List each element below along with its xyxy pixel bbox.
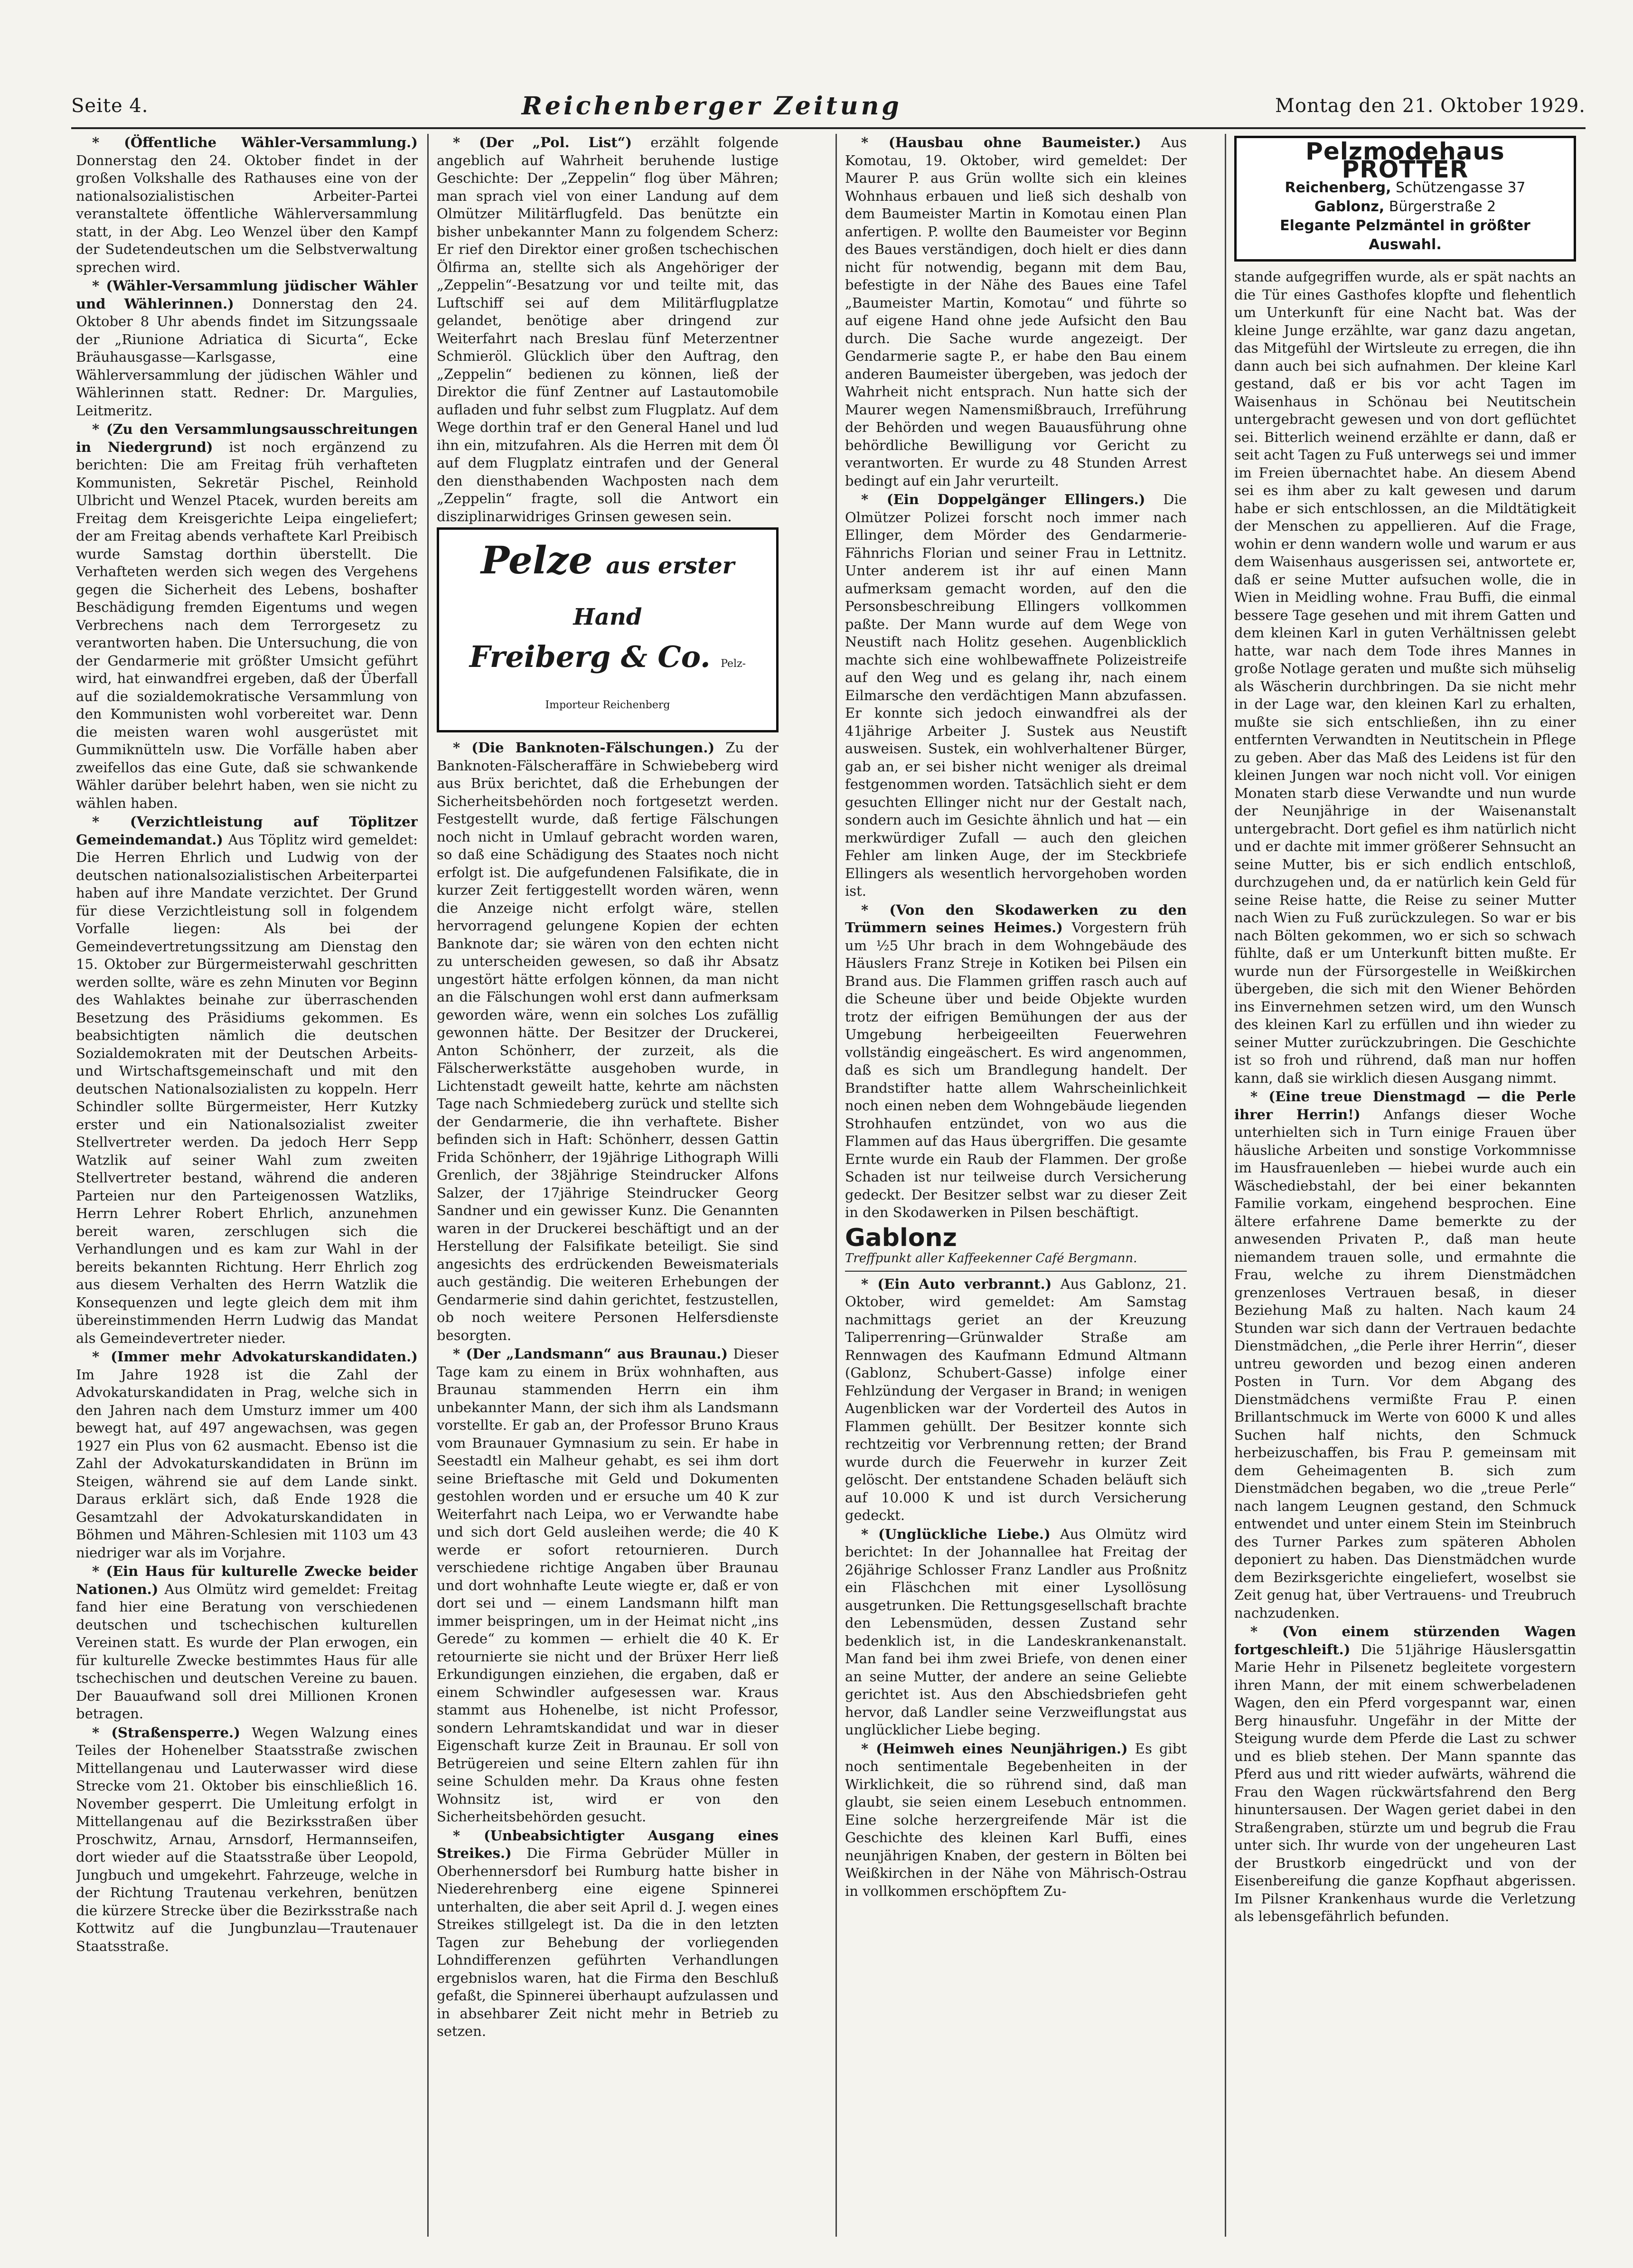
protter-city-1: Reichenberg, [1285,179,1391,196]
article-text: Aus Olmütz wird gemeldet: Freitag fand hier eine Beratung von verschiedenen deutschen und tschechischen kulturellen Vereinen statt. Es wurde der Plan erwogen, ein für kulturelle Zwecke bestimmtes Haus für alle tschechischen und deutschen Vereine zu bauen. Der Bauaufwand soll drei Millionen Kronen betragen. [76,1581,418,1722]
article-paragraph [1234,268,1576,1087]
col1-articles [76,134,418,1955]
article-paragraph [845,1526,1187,1739]
freiberg-advertisement [437,527,779,732]
article-paragraph [76,134,418,276]
ad-freiberg-sub: Pelz-Importeur Reichenberg [545,658,746,711]
article-text: Es gibt noch sentimentale Begebenheiten in der Wirklichkeit, die so rührend sind, daß man glaubt, sie seien einem Lesebuch entnommen. Eine solche herzergreifende Mär ist die Geschichte des kleinen Karl Buffi, eines neunjährigen Knaben, der gestern in Bölten bei Weißkirchen in der Nähe von Mährisch-Ostrau in vollkommen erschöpftem Zu- [845,1740,1187,1899]
article-heading: * (Ein Doppelgänger Ellingers.) [861,491,1145,507]
article-heading: * (Zu den Versammlungsausschreitungen in Niedergrund) [76,421,418,455]
article-heading: * (Unglückliche Liebe.) [861,1526,1051,1542]
protter-slogan: Elegante Pelzmäntel in größter Auswahl. [1280,217,1530,253]
section-heading-gablonz: Gablonz [845,1223,957,1252]
column-1 [76,134,418,2241]
article-paragraph [76,421,418,812]
column-divider [1225,134,1226,2237]
col4-articles [1234,268,1576,1926]
article-paragraph [845,1740,1187,1901]
article-text: Die Olmützer Polizei forscht noch immer nach Ellinger, dem Mörder des Gendarmerie-Fähnrichs Florian und seiner Frau in Lettnitz. Unter anderem ist ihr auf einen Mann aufmerksam gemacht worden, auf den die Personsbeschreibung Ellingers vollkommen paßte. Der Mann wurde auf dem Wege von Neustift nach Holitz gesehen. Augenblicklich machte sich eine wohlbewaffnete Polizeistreife auf den Weg und es gelang ihr, nach einem Eilmarsche den verdächtigen Mann abzufassen. Er konnte sich jedoch einwandfrei als der 41jährige Arbeiter J. Sustek aus Neustift ausweisen. Sustek, ein wohlverhaltener Bürger, gab an, er sei bisher nicht weniger als dreimal festgenommen worden. Tatsächlich sieht er dem gesuchten Ellinger nicht nur der Gestalt nach, sondern auch im Gesichte ähnlich und hat — ein merkwürdiger Zufall — auch den gleichen Fehler am linken Auge, der im Steckbriefe Ellingers als wesentlich hervorgehoben worden ist. [845,491,1187,899]
article-heading: * (Öffentliche Wähler-Versammlung.) [92,134,418,150]
col2a-articles [437,134,779,525]
article-paragraph [437,1345,779,1826]
article-heading: * (Verzichtleistung auf Töplitzer Gemeindemandat.) [76,814,418,848]
article-text: Wegen Walzung eines Teiles der Hohenelber Staatsstraße zwischen Mittellangenau und Lauterwasser wird diese Strecke vom 21. Oktober bis einschließlich 16. November gesperrt. Die Umleitung erfolgt in Mittellangenau auf die Bezirksstraßen über Proschwitz, Arnau, Arnsdorf, Hermannseifen, dort wieder auf die Staatsstraße über Leopold, Jungbuch und umgekehrt. Fahrzeuge, welche in der Richtung Trautenau verkehren, benützen die kürzere Strecke über die Bezirksstraße nach Kottwitz auf die Jungbunzlau—Trautenauer Staatsstraße. [76,1724,418,1954]
page-number: Seite 4. [71,95,149,117]
article-paragraph [845,901,1187,1222]
article-heading: * (Unbeabsichtigter Ausgang eines Streikes.) [437,1827,779,1861]
column-4 [1234,134,1576,2241]
article-heading: * (Von einem stürzenden Wagen fortgeschleift.) [1234,1623,1576,1658]
col3a-articles [845,134,1187,1222]
issue-date: Montag den 21. Oktober 1929. [1275,95,1586,117]
article-heading: * (Hausbau ohne Baumeister.) [861,134,1141,150]
article-paragraph [76,1724,418,1956]
article-text: Im Jahre 1928 ist die Zahl der Advokaturskandidaten in Prag, welche sich in den Jahren nach dem Umsturz immer um 400 bewegt hat, auf 497 angewachsen, was gegen 1927 ein Plus von 62 ausmacht. Ebenso ist die Zahl der Advokaturskandidaten in Brünn im Steigen, während sie auf dem Lande sinkt. Daraus erklärt sich, daß Ende 1928 die Gesamtzahl der Advokaturskandidaten in Böhmen und Mähren-Schlesien mit 1103 um 43 niedriger war als im Vorjahre. [76,1366,418,1561]
page-header [71,84,1586,127]
article-text: Zu der Banknoten-Fälscheraffäre in Schwiebeberg wird aus Brüx berichtet, daß die Erhebungen der Sicherheitsbehörden noch fortgesetzt werden. Festgestellt wurde, daß fertige Fälschungen noch nicht in Umlauf gebracht worden waren, so daß eine Schädigung des Staates noch nicht erfolgt ist. Die aufgefundenen Falsifikate, die in kurzer Zeit fertiggestellt worden wären, wenn die Anzeige nicht erfolgt wäre, stellen hervorragend gelungene Kopien der echten Banknote dar; sie wären von den echten nicht zu unterscheiden gewesen, so daß ihr Absatz ungestört hätte erfolgen können, da man nicht an die Fälschungen wohl erst dann aufmerksam geworden wäre, wenn ein solches Los zufällig gewonnen hätte. Der Besitzer der Druckerei, Anton Schönherr, der zurzeit, als die Fälscherwerkstätte ausgehoben wurde, in Lichtenstadt geweilt hatte, kehrte am nächsten Tage nach Schmiedeberg zurück und stellte sich der Gendarmerie, die ihn verhaftete. Bisher befinden sich in Haft: Schönherr, dessen Gattin Frida Schönherr, der 19jährige Lithograph Willi Grenlich, der 38jährige Steindrucker Alfons Salzer, der 17jährige Steindrucker Georg Sandner und ein gewisser Kunz. Die Genannten waren in der Druckerei beschäftigt und an der Herstellung der Falsifikate beteiligt. Sie sind angesichts des erdrückenden Beweismaterials auch geständig. Die weiteren Erhebungen der Gendarmerie sind dahin gerichtet, festzustellen, ob noch weitere Personen Helfersdienste besorgten. [437,740,779,1343]
protter-name: Pelzmodehaus PROTTER [1305,138,1505,183]
article-heading: * (Von den Skodawerken zu den Trümmern seines Heimes.) [845,901,1187,936]
article-heading: * (Heimweh eines Neunjährigen.) [861,1740,1128,1757]
article-text: Vorgestern früh um ½5 Uhr brach in dem Wohngebäude des Häuslers Franz Streje in Kotiken bei Pilsen ein Brand aus. Die Flammen griffen rasch auch auf die Scheune über und beide Objekte wurden trotz der eifrigen Bemühungen der aus der Umgebung herbeigeeilten Feuerwehren vollständig eingeäschert. Es wird angenommen, daß es sich um Brandlegung handelt. Der Brandstifter hatte allem Wahrscheinlichkeit noch einen neben dem Wohngebäude liegenden Strohhaufen entzündet, von wo aus die Flammen auf das Haus übergriffen. Die gesamte Ernte wurde ein Raub der Flammen. Der große Schaden ist nur teilweise durch Versicherung gedeckt. Der Besitzer selbst war zu dieser Zeit in den Skodawerken in Pilsen beschäftigt. [845,919,1187,1220]
masthead: Reichenberger Zeitung [521,91,902,121]
protter-street-1: Schützengasse 37 [1396,179,1526,196]
header-rule [71,127,1586,129]
article-paragraph [437,739,779,1344]
article-heading: * (Wähler-Versammlung jüdischer Wähler und Wählerinnen.) [76,278,418,312]
article-paragraph [76,277,418,420]
gablonz-subheading: Treffpunkt aller Kaffeekenner Café Bergmann. [845,1250,1187,1272]
column-3 [845,134,1187,2241]
column-2 [437,134,779,2241]
column-divider [835,134,837,2237]
article-paragraph [437,134,779,525]
article-text: Aus Gablonz, 21. Oktober, wird gemeldet: Am Samstag nachmittags geriet an der Kreuzung Taliperrenring—Grünwalder Straße am Rennwagen des Kaufmann Edmund Altmann (Gablonz, Schubert-Gasse) infolge einer Fehlzündung der Vergaser in Brand; in wenigen Augenblicken war der Vorderteil des Autos in Flammen gehüllt. Der Besitzer konnte sich rechtzeitig vor Verbrennung retten; der Brand wurde durch die Feuerwehr in kurzer Zeit gelöscht. Der entstandene Schaden beläuft sich auf 10.000 K und ist durch Versicherung gedeckt. [845,1275,1187,1523]
article-text: stande aufgegriffen wurde, als er spät nachts an die Tür eines Gasthofes klopfte und flehentlich um Unterkunft für eine Nacht bat. Was der kleine Junge erzählte, war ganz dazu angetan, das Mitgefühl der Wirtsleute zu erregen, die ihn dann auch bei sich aufnahmen. Der kleine Karl gestand, daß er bis vor acht Tagen im Waisenhaus in Schönau bei Neutitschein untergebracht gewesen und von dort geflüchtet sei. Bitterlich weinend erzählte er dann, daß er seit acht Tagen zu Fuß unterwegs sei und immer im Freien übernachtet habe. An diesem Abend sei es ihm aber zu kalt gewesen und darum habe er sich entschlossen, an die Mildtätigkeit der Menschen zu appellieren. Auf die Frage, wohin er denn wandern wolle und warum er aus dem Waisenhaus ausgerissen sei, antwortete er, daß er seine Mutter aufsuchen wolle, die in Wien in Meidling wohne. Frau Buffi, die einmal bessere Tage gesehen und mit ihrem Gatten und dem kleinen Karl in guten Verhältnissen gelebt hatte, war nach dem Tode ihres Mannes in große Notlage geraten und mußte sich mühselig als Wäscherin durchbringen. Da sie nicht mehr in der Lage war, den kleinen Karl zu erhalten, mußte sie sich entschließen, ihn zu einer entfernten Verwandten in Neutitschein in Pflege zu geben. Aber das Maß des Leidens ist für den kleinen Jungen war noch nicht voll. Vor einigen Monaten starb diese Verwandte und nun wurde der Neunjährige in der Waisenanstalt untergebracht. Dort gefiel es ihm natürlich nicht und er dachte mit immer größerer Sehnsucht an seine Mutter, bis er sich endlich entschloß, durchzugehen und, da er natürlich kein Geld für seine Reise hatte, die Reise zu seiner Mutter nach Wien zu Fuß zurückzulegen. So war er bis nach Bölten gekommen, wo er sich so schwach fühlte, daß er um Unterkunft bitten mußte. Er wurde nun der Fürsorgestelle in Weißkirchen übergeben, die sich mit den Wiener Behörden ins Einvernehmen setzen wird, um den Wunsch des kleinen Karl zu erfüllen und ihn wieder zu seiner Mutter zurückzubringen. Die Geschichte ist so froh und rührend, daß man nur hoffen kann, daß sie wirklich diesen Ausgang nimmt. [1234,269,1576,1086]
col2b-articles [437,739,779,2041]
ad-pelze: Pelze [480,538,593,582]
article-paragraph [76,813,418,1347]
article-text: Donnerstag den 24. Oktober findet in der großen Volkshalle des Rathauses eine von der nationalsozialistischen Arbeiter-Partei veranstaltete öffentliche Wählerversammlung statt, in der Abg. Leo Wenzel über den Kampf der Sudetendeutschen um die Selbstverwaltung sprechen wird. [76,152,418,275]
article-text: erzählt folgende angeblich auf Wahrheit beruhende lustige Geschichte: Der „Zeppelin“ flog über Mähren; man sprach viel von einer Landung auf dem Olmützer Militärflugfeld. Das benützte ein bisher unbekannter Mann zu folgendem Scherz: Er rief den Direktor einer großen tschechischen Ölfirma an, stellte sich als Angehöriger der „Zeppelin“-Besatzung vor und teilte mit, das Luftschiff sei auf dem Militärflugplatze gelandet, benötige aber dringend zur Weiterfahrt nach Breslau fünf Meterzentner Schmieröl. Glücklich über den Auftrag, den „Zeppelin“ bedienen zu können, ließ der Direktor die fünf Zentner auf Lastautomobile aufladen und fuhr selbst zum Flugplatz. Auf dem Wege dorthin traf er den General Hanel und lud ihn ein, mitzufahren. Als die Herren mit dem Öl auf dem Flugplatz eintrafen und der General den diensthabenden Wachposten nach dem „Zeppelin“ fragte, soll die Antwort ein disziplinarwidriges Grinsen gewesen sein. [437,134,779,525]
article-text: Donnerstag den 24. Oktober 8 Uhr abends findet im Sitzungssaale der „Riunione Adriatica di Sicurta“, Ecke Bräuhausgasse—Karlsgasse, eine Wählerversammlung der jüdischen Wähler und Wählerinnen statt. Redner: Dr. Margulies, Leitmeritz. [76,295,418,419]
article-paragraph [845,1275,1187,1525]
col3b-articles [845,1275,1187,1901]
article-heading: * (Eine treue Dienstmagd — die Perle ihrer Herrin!) [1234,1088,1576,1123]
article-paragraph [845,134,1187,490]
article-text: ist noch ergänzend zu berichten: Die am Freitag früh verhafteten Kommunisten, Sekretär Pischel, Reinhold Ulbricht und Wenzel Ptacek, wurden bereits am Freitag dem Kreisgerichte Leipa eingeliefert; der am Freitag abends verhaftete Karl Preibisch wurde Samstag dorthin überstellt. Die Verhafteten werden sich wegen des Vergehens gegen die Sicherheit des Lebens, boshafter Beschädigung fremden Eigentums und wegen Verbrechens nach dem Terrorgesetz zu verantworten haben. Die Untersuchung, die von der Gendarmerie mit größter Umsicht geführt wird, hat einwandfrei ergeben, daß der Überfall auf die sozialdemokratische Versammlung von den Kommunisten wohl vorbereitet war. Denn die meisten waren wohl ausgerüstet mit Gummiknütteln usw. Die Vorfälle haben aber zweifellos das eine Gute, daß sie schwankende Wähler darüber belehrt haben, wen sie nicht zu wählen haben. [76,439,418,811]
article-heading: * (Der „Pol. List“) [453,134,632,150]
ad-aus-erster-hand: aus erster Hand [573,553,735,630]
article-text: Die Firma Gebrüder Müller in Oberhennersdorf bei Rumburg hatte bisher in Niederehrenberg eine eigene Spinnerei unterhalten, die aber seit April d. J. wegen eines Streikes stillgelegt ist. Da die in den letzten Tagen zur Behebung der vorliegenden Lohndifferenzen geführten Verhandlungen ergebnislos waren, hat die Firma den Beschluß gefaßt, die Spinnerei überhaupt aufzulassen und in absehbarer Zeit nicht mehr in Betrieb zu setzen. [437,1845,779,2039]
article-heading: * (Die Banknoten-Fälschungen.) [453,740,715,756]
article-text: Die 51jährige Häuslersgattin Marie Hehr in Pilsenetz begleitete vorgestern ihren Mann, der mit einem schwerbeladenen Wagen, den ein Pferd vorgespannt war, einen Berg hinausfuhr. Ungefähr in der Mitte der Steigung wurde dem Pferde die Last zu schwer und es blieb stehen. Der Mann spannte das Pferd aus und ritt wieder aufwärts, während die Frau den Wagen rückwärtsfahrend den Berg hinuntersausen. Der Wagen geriet dabei in den Straßengraben, stürzte um und begrub die Frau unter sich. Ihr wurde von der ungeheuren Last der Brustkorb eingedrückt und von der Eisenbereifung die ganze Kopfhaut abgerissen. Im Pilsner Krankenhaus wurde die Verletzung als lebensgefährlich befunden. [1234,1641,1576,1924]
article-heading: * (Straßensperre.) [92,1724,240,1741]
column-divider [427,134,429,2237]
article-paragraph [845,491,1187,900]
protter-advertisement [1234,136,1576,262]
article-paragraph [1234,1088,1576,1622]
article-paragraph [1234,1623,1576,1926]
article-paragraph [76,1563,418,1723]
article-paragraph [76,1348,418,1562]
article-text: Aus Olmütz wird berichtet: In der Johannallee hat Freitag der 26jährige Schlosser Franz Landler aus Proßnitz ein Fläschchen mit einer Lysollösung ausgetrunken. Die Rettungsgesellschaft brachte den Lebensmüden, dessen Zustand sehr bedenklich ist, in die Landeskrankenanstalt. Man fand bei ihm zwei Briefe, von denen einer an seine Mutter, der andere an seine Geliebte gerichtet ist. Aus den Abschiedsbriefen geht hervor, daß Landler seine Verzweiflungstat aus unglücklicher Liebe beging. [845,1526,1187,1738]
article-text: Aus Töplitz wird gemeldet: Die Herren Ehrlich und Ludwig von der deutschen nationalsozialistischen Arbeiterpartei haben auf ihre Mandate verzichtet. Der Grund für diese Verzichtleistung soll in folgendem Vorfalle liegen: Als bei der Gemeindevertretungssitzung am Dienstag den 15. Oktober zur Bürgermeisterwahl geschritten werden sollte, wäre es zehn Minuten vor Beginn des Wahlaktes beinahe zur überraschenden Besetzung des Präsidiums gekommen. Es beabsichtigten nämlich die deutschen Sozialdemokraten mit der Deutschen Arbeits- und Wirtschaftsgemeinschaft und mit den deutschen Nationalsozialisten zu koppeln. Herr Schindler sollte Bürgermeister, Herr Kutzky erster und ein Nationalsozialist zweiter Stellvertreter werden. Da jedoch Herr Sepp Watzlik auf seiner Wahl zum zweiten Stellvertreter bestand, während die anderen Parteien nur den Parteigenossen Watzliks, Herrn Lehrer Robert Ehrlich, anzunehmen bereit waren, zerschlugen sich die Verhandlungen und es kam zur Wahl in der bereits bekannten Richtung. Herr Ehrlich zog aus diesem Verhalten des Herrn Watzlik die Konsequenzen und legte gleich dem mit ihm übereinstimmenden Herrn Ludwig das Mandat als Gemeindevertreter nieder. [76,831,418,1346]
article-heading: * (Ein Haus für kulturelle Zwecke beider Nationen.) [76,1563,418,1597]
article-text: Aus Komotau, 19. Oktober, wird gemeldet: Der Maurer P. aus Grün wollte sich ein kleines Wohnhaus erbauen und ließ sich deshalb von dem Baumeister Martin in Komotau einen Plan anfertigen. P. wollte den Baumeister vor Beginn des Baues verständigen, doch hielt er dies dann nicht für notwendig, begann mit dem Bau, befestigte in der Nähe des Baues eine Tafel „Baumeister Martin, Komotau“ und führte so auf eigene Hand ohne jede Aufsicht den Bau durch. Die Sache wurde angezeigt. Der Gendarmerie sagte P., er habe den Bau einem anderen Baumeister übergeben, was jedoch der Wahrheit nicht entsprach. Nun hatte sich der Maurer wegen Namensmißbrauch, Irreführung der Behörden und wegen Bauausführung ohne behördliche Bewilligung vor Gericht zu verantworten. Er wurde zu 48 Stunden Arrest bedingt auf ein Jahr verurteilt. [845,134,1187,489]
article-heading: * (Ein Auto verbrannt.) [861,1275,1052,1292]
article-heading: * (Der „Landsmann“ aus Braunau.) [453,1346,728,1362]
protter-street-2: Bürgerstraße 2 [1389,198,1496,215]
ad-freiberg-name: Freiberg & Co. [469,639,711,674]
article-text: Dieser Tage kam zu einem in Brüx wohnhaften, aus Braunau stammenden Herrn ein ihm unbekannter Mann, der sich ihm als Landsmann vorstellte. Er gab an, der Professor Bruno Kraus vom Braunauer Gymnasium zu sein. Er habe in Seestadtl ein Malheur gehabt, es sei ihm dort seine Brieftasche mit Geld und Dokumenten gestohlen worden und er ersuche um 40 K zur Weiterfahrt nach Leipa, wo er Verwandte habe und sich dort Geld ausleihen werde; die 40 K werde er sofort retournieren. Durch verschiedene richtige Angaben über Braunau und dort wohnhafte Leute wiegte er, daß er von dort sei und — einem Landsmann hilft man immer beispringen, um in der Heimat nicht „ins Gerede“ zu kommen — erhielt die 40 K. Er retournierte sie nicht und der Brüxer Herr ließ Erkundigungen einziehen, die ergaben, daß er einem Schwindler aufgesessen war. Kraus stammt aus Hohenelbe, ist nicht Professor, sondern Lehramtskandidat und war in dieser Eigenschaft kurze Zeit in Braunau. Er soll von Betrügereien und seine Eltern zahlen für ihn seine Schulden mehr. Da Kraus ohne festen Wohnsitz ist, wird er von den Sicherheitsbehörden gesucht. [437,1346,779,1825]
article-paragraph [437,1827,779,2041]
article-text: Anfangs dieser Woche unterhielten sich in Turn einige Frauen über häusliche Arbeiten und sonstige Vorkommnisse im Hausfrauenleben — hiebei wurde auch ein Wäschediebstahl, der bei einer bekannten Familie vorkam, eingehend besprochen. Eine ältere erfahrene Dame bemerkte zu der anwesenden Privaten P., daß man heute niemandem trauen solle, und ermahnte die Frau, welche zu ihrem Dienstmädchen grenzenloses Vertrauen besaß, in dieser Beziehung Maß zu halten. Nach kaum 24 Stunden war sich dann der Vertrauen bedachte Dienstmädchen, „die Perle ihrer Herrin“, dieser untreu geworden und bezog einen anderen Posten in Turn. Vor dem Abgang des Dienstmädchens vermißte Frau P. einen Brillantschmuck im Werte von 6000 K und alles Suchen half nichts, den Schmuck herbeizuschaffen, bis Frau P. gemeinsam mit dem Geheimagenten B. sich zum Dienstmädchen begaben, wo die „treue Perle“ nach langem Leugnen gestand, den Schmuck entwendet und unter einem Stein im Steinbruch des Turner Parkes zum späteren Abholen deponiert zu haben. Das Dienstmädchen wurde dem Bezirksgerichte eingeliefert, woselbst sie Zeit genug hat, über Vertrauens- und Treubruch nachzudenken. [1234,1106,1576,1621]
protter-city-2: Gablonz, [1314,198,1385,215]
article-heading: * (Immer mehr Advokaturskandidaten.) [92,1349,418,1365]
